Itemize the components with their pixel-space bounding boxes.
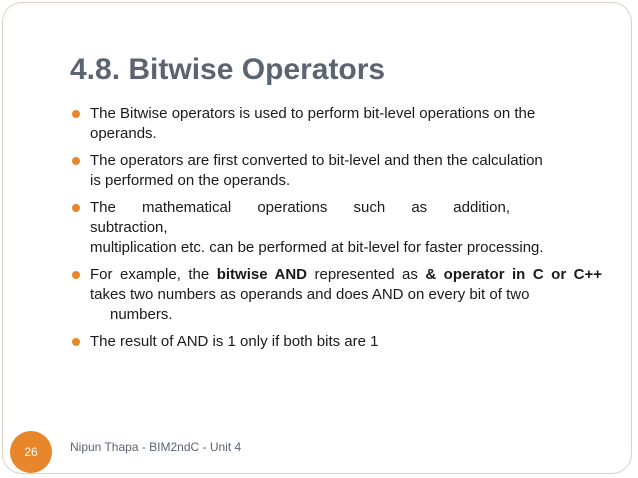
bullet-2-line-1: The operators are first converted to bit-level and then the calculation bbox=[90, 152, 543, 169]
bullet-4-body bbox=[90, 265, 602, 305]
bullet-item-4 bbox=[72, 265, 602, 325]
bullet-item-1 bbox=[72, 104, 602, 144]
bullet-3-line-1 bbox=[90, 198, 510, 218]
bullet-dot-icon bbox=[72, 157, 80, 165]
bullet-dot-icon bbox=[72, 204, 80, 212]
bullet-3-word: operations bbox=[257, 199, 328, 216]
bullet-item-3 bbox=[72, 198, 602, 258]
slide-title: 4.8. Bitwise Operators bbox=[70, 53, 386, 86]
bullet-3-word: The bbox=[90, 199, 116, 216]
footer-text: Nipun Thapa - BIM2ndC - Unit 4 bbox=[70, 440, 242, 454]
bullet-3-line-2: subtraction, bbox=[90, 219, 168, 236]
bullet-list bbox=[72, 104, 602, 359]
bullet-4-text-3: takes two numbers as operands and does AND on every bit of two bbox=[90, 286, 530, 303]
bullet-3-word: mathematical bbox=[141, 199, 232, 216]
bullet-4-line-last: numbers. bbox=[110, 306, 173, 323]
bullet-1-line-1: The Bitwise operators is used to perform bit-level operations on the bbox=[90, 105, 536, 122]
bullet-3-word: such bbox=[353, 199, 386, 216]
bullet-dot-icon bbox=[72, 338, 80, 346]
bullet-3-line-3: multiplication etc. can be performed at bit-level for faster processing. bbox=[90, 239, 544, 256]
bullet-2-line-2: is performed on the operands. bbox=[90, 172, 291, 189]
bullet-1-line-2: operands. bbox=[90, 125, 157, 142]
bullet-item-2 bbox=[72, 151, 602, 191]
bullet-dot-icon bbox=[72, 110, 80, 118]
bullet-4-bold-1: bitwise AND bbox=[216, 266, 307, 283]
bullet-4-text-1: For example, the bbox=[90, 266, 217, 283]
bullet-4-bold-2: & operator in C or C++ bbox=[425, 266, 603, 283]
page-number-badge: 26 bbox=[10, 431, 52, 473]
bullet-dot-icon bbox=[72, 271, 80, 279]
bullet-4-text-2: represented as bbox=[306, 266, 426, 283]
bullet-item-5 bbox=[72, 332, 602, 352]
bullet-3-word: as bbox=[411, 199, 428, 216]
bullet-3-word: addition, bbox=[453, 199, 510, 216]
bullet-5-line-1: The result of AND is 1 only if both bits are 1 bbox=[90, 333, 379, 350]
